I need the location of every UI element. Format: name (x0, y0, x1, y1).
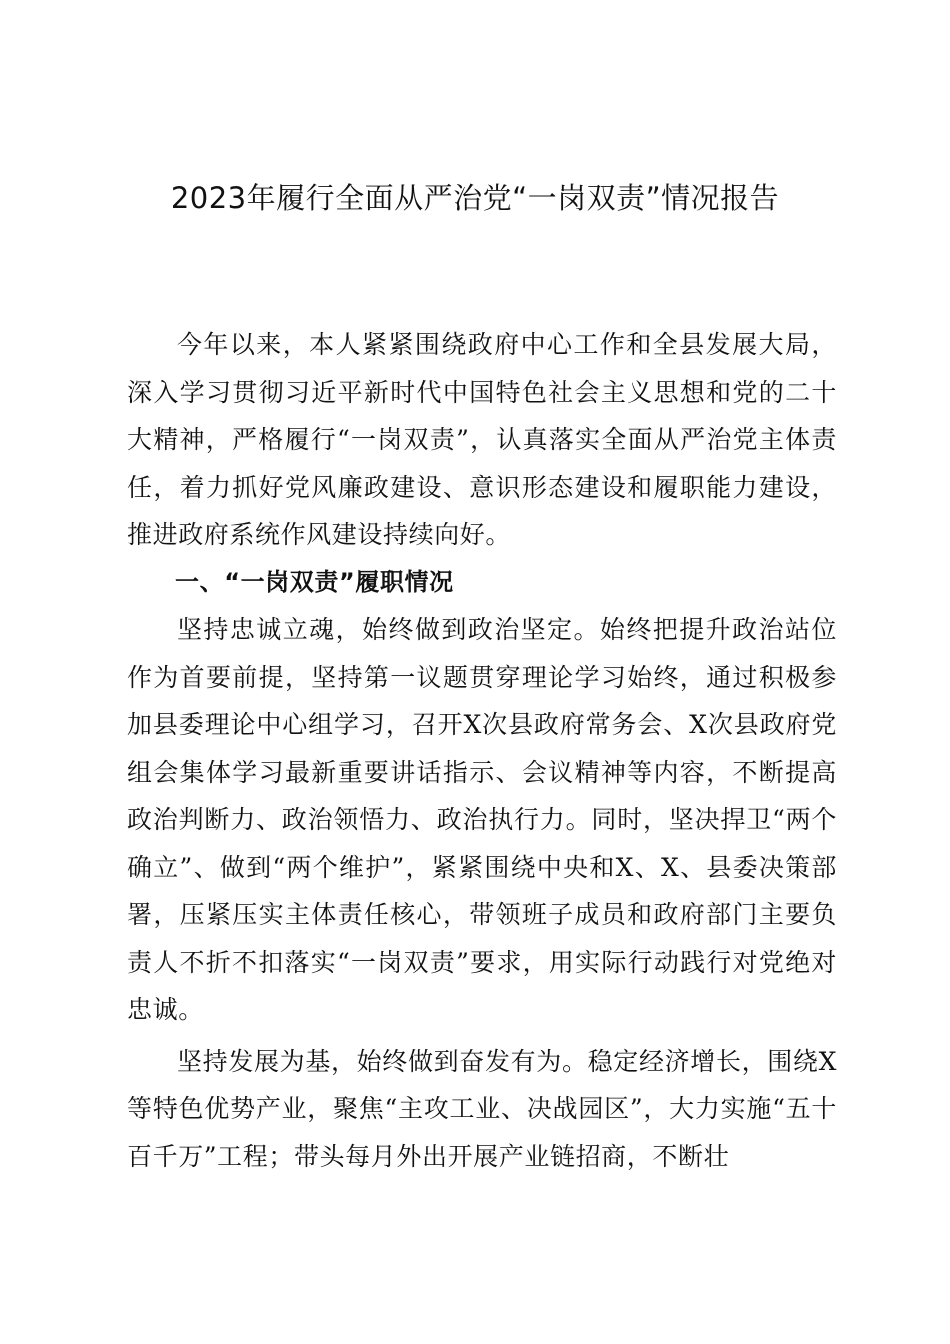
body-paragraph: 坚持发展为基，始终做到奋发有为。稳定经济增长，围绕X等特色优势产业，聚焦“主攻工业、决战园区”，大力实施“五十百千万”工程；带头每月外出开展产业链招商，不断壮 (127, 1046, 837, 1171)
intro-paragraph: 今年以来，本人紧紧围绕政府中心工作和全县发展大局，深入学习贯彻习近平新时代中国特色社会主义思想和党的二十大精神，严格履行“一岗双责”，认真落实全面从严治党主体责任，着力抓好党风廉政建设、意识形态建设和履职能力建设，推进政府系统作风建设持续向好。 (127, 330, 837, 549)
body-paragraph: 坚持忠诚立魂，始终做到政治坚定。始终把提升政治站位作为首要前提，坚持第一议题贯穿理论学习始终，通过积极参加县委理论中心组学习，召开X次县政府常务会、X次县政府党组会集体学习最新重要讲话指示、会议精神等内容，不断提高政治判断力、政治领悟力、政治执行力。同时，坚决捍卫“两个确立”、做到“两个维护”，紧紧围绕中央和X、X、县委决策部署，压紧压实主体责任核心，带领班子成员和政府部门主要负责人不折不扣落实“一岗双责”要求，用实际行动践行对党绝对忠诚。 (127, 615, 837, 1024)
document-body (127, 321, 837, 1180)
document-title: 2023年履行全面从严治党“一岗双责”情况报告 (170, 181, 780, 215)
section-heading: 一、“一岗双责”履职情况 (175, 567, 454, 596)
